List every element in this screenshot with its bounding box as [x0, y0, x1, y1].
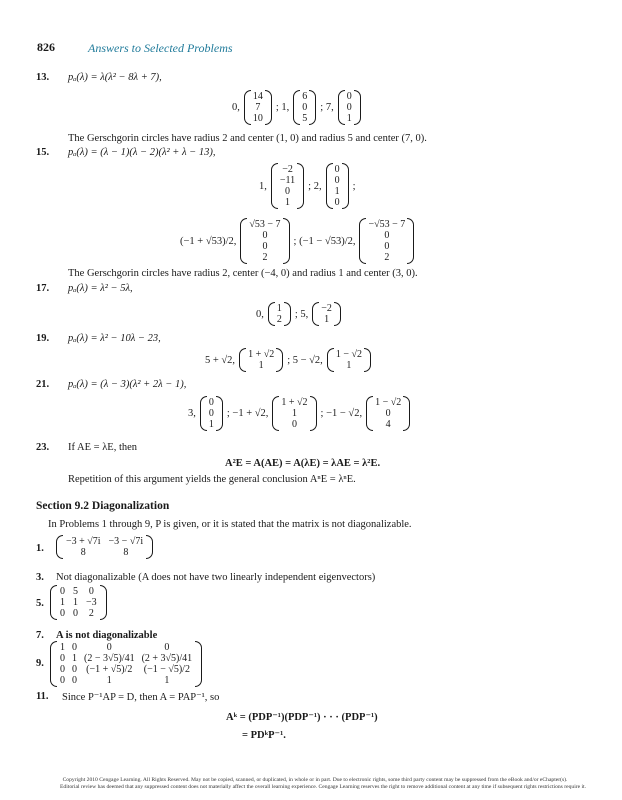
vector-entry: −√53 − 7: [368, 219, 406, 230]
matrix-entry: 0: [72, 642, 77, 653]
problem-13-number: 13.: [36, 72, 50, 83]
matrix-entry: (2 − 3√5)/41: [84, 653, 135, 664]
matrix-entry: (2 + 3√5)/41: [141, 653, 193, 664]
section-problem-5-matrix: [50, 585, 107, 620]
eigenvalue-label: 3,: [188, 408, 196, 419]
problem-21-eigen-row: [188, 396, 410, 431]
problem-15-eigen-row-1: [259, 163, 356, 209]
vector-entry: 1: [258, 360, 264, 371]
eigenvalue-label: ; −1 + √2,: [226, 408, 269, 419]
problem-13-eigen-row: [232, 90, 361, 125]
vector-entry: 1: [285, 197, 291, 208]
eigenvalue-label: ; 5,: [294, 308, 309, 320]
vector-entry: 1 + √2: [248, 349, 275, 360]
matrix-entry: 2: [88, 608, 94, 619]
vector-entry: 0: [291, 419, 297, 430]
vector-entry: −2: [321, 303, 332, 314]
eigenvector: [366, 396, 410, 431]
matrix-entry: 0: [88, 586, 94, 597]
eigenvector: [244, 90, 272, 125]
vector-entry: 7: [255, 102, 261, 113]
section-problem-11-text: Since P⁻¹AP = D, then A = PAP⁻¹, so: [62, 692, 220, 703]
matrix-entry: 1: [60, 597, 65, 608]
section-problem-9-number: 9.: [36, 658, 44, 669]
vector-entry: 0: [262, 230, 268, 241]
matrix-entry: 1: [73, 597, 78, 608]
eigenvalue-label: ; (−1 − √53)/2,: [293, 235, 356, 247]
matrix-entry: (−1 + √5)/2: [86, 664, 133, 675]
eigenvalue-label: ; 2,: [308, 180, 322, 192]
section-problem-3-text: Not diagonalizable (A does not have two linearly independent eigenvectors): [56, 572, 376, 583]
matrix-entry: 1: [164, 675, 170, 686]
problem-15-gerschgorin: The Gerschgorin circles have radius 2, center (−4, 0) and radius 1 and center (3, 0).: [68, 268, 418, 279]
vector-entry: 10: [252, 113, 263, 124]
eigenvector: [272, 396, 316, 431]
vector-entry: 0: [334, 164, 340, 175]
problem-23-number: 23.: [36, 442, 50, 453]
vector-entry: 6: [302, 91, 308, 102]
problem-19-eigen-row: [205, 348, 371, 372]
section-problem-1-number: 1.: [36, 543, 44, 554]
vector-entry: 1: [208, 419, 214, 430]
matrix-entry: (−1 − √5)/2: [143, 664, 190, 675]
eigenvalue-label: (−1 + √53)/2,: [180, 235, 237, 247]
vector-entry: 4: [385, 419, 391, 430]
eigenvalue-label: 0,: [256, 308, 264, 320]
problem-17-number: 17.: [36, 283, 50, 294]
eigenvalue-label: ; 1,: [275, 102, 290, 113]
eigenvector: [240, 218, 289, 264]
eigenvector: [327, 348, 371, 372]
separator: ;: [352, 180, 356, 192]
matrix-entry: 8: [80, 547, 86, 558]
matrix-entry: 1: [72, 653, 77, 664]
eigenvector: [239, 348, 283, 372]
section-problem-5-number: 5.: [36, 598, 44, 609]
vector-entry: 1 − √2: [335, 349, 362, 360]
matrix-entry: 0: [60, 664, 65, 675]
problem-17-polynomial: pₐ(λ) = λ² − 5λ,: [68, 283, 133, 294]
vector-entry: 0: [208, 408, 214, 419]
problem-23-equation: A²E = A(AE) = A(λE) = λAE = λ²E.: [225, 458, 381, 469]
matrix-entry: 0: [72, 664, 77, 675]
problem-17-eigen-row: [256, 302, 341, 326]
vector-entry: 1: [276, 303, 282, 314]
matrix-entry: −3 − √7i: [108, 536, 144, 547]
vector-entry: 0: [384, 241, 390, 252]
vector-entry: 1: [346, 113, 352, 124]
eigenvalue-label: ; 5 − √2,: [287, 354, 323, 366]
vector-entry: 0: [346, 102, 352, 113]
eigenvalue-label: 0,: [232, 102, 240, 113]
section-problem-11-number: 11.: [36, 691, 49, 702]
eigenvector: [293, 90, 316, 125]
problem-13-polynomial: pₐ(λ) = λ(λ² − 8λ + 7),: [68, 72, 162, 83]
vector-entry: 2: [262, 252, 268, 263]
vector-entry: 0: [262, 241, 268, 252]
copyright-line-1: Copyright 2010 Cengage Learning. All Rights Reserved. May not be copied, scanned, or duplicated, in whole or in part. Due to electronic rights, some third party content may be suppressed from the eBook and/or eChapter(s).: [62, 777, 568, 783]
matrix-entry: 0: [73, 608, 78, 619]
vector-entry: 2: [384, 252, 390, 263]
vector-entry: 0: [334, 175, 340, 186]
matrix-entry: 0: [164, 642, 170, 653]
matrix-entry: 1: [60, 642, 65, 653]
vector-entry: 0: [384, 230, 390, 241]
eigenvalue-label: 1,: [259, 180, 267, 192]
vector-entry: 2: [276, 314, 282, 325]
copyright-line-2: Editorial review has deemed that any suppressed content does not materially affect the overall learning experience. Cengage Learning reserves the right to remove additional content at any time if subsequent rights restrictions require it.: [60, 784, 586, 790]
vector-entry: −2: [282, 164, 293, 175]
section-problem-1-matrix: [56, 535, 153, 559]
vector-entry: 0: [385, 408, 391, 419]
matrix-entry: −3: [86, 597, 97, 608]
running-head: Answers to Selected Problems: [88, 41, 233, 55]
vector-entry: 0: [302, 102, 308, 113]
eigenvector: [326, 163, 349, 209]
eigenvector: [200, 396, 223, 431]
vector-entry: 14: [252, 91, 263, 102]
problem-21-number: 21.: [36, 379, 50, 390]
problem-19-number: 19.: [36, 333, 50, 344]
problem-23-text: If AE = λE, then: [68, 442, 138, 453]
vector-entry: 0: [346, 91, 352, 102]
matrix-entry: 1: [106, 675, 112, 686]
problem-15-polynomial: pₐ(λ) = (λ − 1)(λ − 2)(λ² + λ − 13),: [68, 147, 216, 158]
vector-entry: 1: [346, 360, 352, 371]
eigenvalue-label: ; 7,: [320, 102, 334, 113]
matrix-entry: 0: [60, 586, 65, 597]
problem-21-polynomial: pₐ(λ) = (λ − 3)(λ² + 2λ − 1),: [68, 379, 187, 390]
problem-23-conclusion: Repetition of this argument yields the general conclusion AⁿE = λⁿE.: [68, 474, 356, 485]
section-problem-11-equation-1: Aᵏ = (PDP⁻¹)(PDP⁻¹) · · · (PDP⁻¹): [226, 712, 378, 723]
section-title: Section 9.2 Diagonalization: [36, 500, 170, 512]
eigenvector: [359, 218, 414, 264]
copyright-notice: [60, 777, 586, 791]
vector-entry: √53 − 7: [249, 219, 281, 230]
matrix-entry: 0: [60, 675, 65, 686]
matrix-entry: 0: [60, 653, 65, 664]
problem-13-gerschgorin: The Gerschgorin circles have radius 2 and center (1, 0) and radius 5 and center (7, 0).: [68, 133, 427, 144]
eigenvector: [338, 90, 361, 125]
eigenvector: [312, 302, 341, 326]
vector-entry: 1 + √2: [281, 397, 308, 408]
section-problem-9-matrix: [50, 641, 202, 687]
matrix-entry: −3 + √7i: [66, 536, 101, 547]
section-problem-11-equation-2: = PDᵏP⁻¹.: [242, 730, 286, 741]
section-problem-7-text: A is not diagonalizable: [56, 630, 158, 641]
vector-entry: 0: [334, 197, 340, 208]
matrix-entry: 0: [72, 675, 77, 686]
section-problem-7-number: 7.: [36, 630, 44, 641]
vector-entry: −11: [279, 175, 296, 186]
eigenvector: [271, 163, 304, 209]
vector-entry: 0: [285, 186, 291, 197]
vector-entry: 1: [291, 408, 297, 419]
vector-entry: 1: [324, 314, 330, 325]
vector-entry: 1: [334, 186, 340, 197]
section-problem-3-number: 3.: [36, 572, 44, 583]
page-number: 826: [37, 40, 55, 54]
matrix-entry: 0: [60, 608, 65, 619]
vector-entry: 5: [302, 113, 308, 124]
problem-15-number: 15.: [36, 147, 50, 158]
section-intro: In Problems 1 through 9, P is given, or it is stated that the matrix is not diagonalizable.: [48, 519, 412, 530]
eigenvector: [268, 302, 291, 326]
matrix-entry: 5: [73, 586, 78, 597]
problem-15-eigen-row-2: [180, 218, 414, 264]
matrix-entry: 0: [106, 642, 112, 653]
eigenvalue-label: ; −1 − √2,: [320, 408, 363, 419]
matrix-entry: 8: [123, 547, 129, 558]
problem-19-polynomial: pₐ(λ) = λ² − 10λ − 23,: [68, 333, 161, 344]
vector-entry: 0: [208, 397, 214, 408]
vector-entry: 1 − √2: [375, 397, 402, 408]
eigenvalue-label: 5 + √2,: [205, 354, 236, 366]
